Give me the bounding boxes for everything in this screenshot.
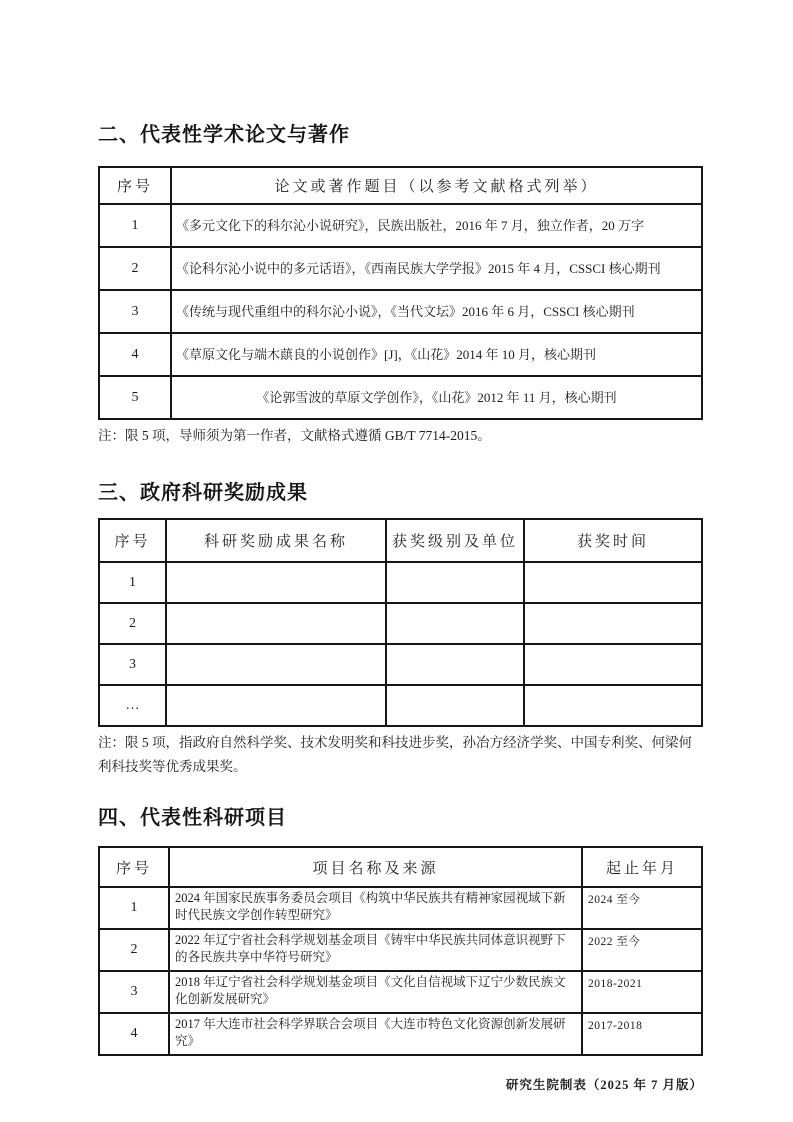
project-name: 2017 年大连市社会科学界联合会项目《大连市特色文化资源创新发展研究》 xyxy=(169,1013,582,1055)
row-number: … xyxy=(99,685,166,726)
award-level-cell xyxy=(386,562,524,603)
section-projects-title: 四、代表性科研项目 xyxy=(98,807,287,829)
table-row xyxy=(99,333,702,376)
section-projects xyxy=(98,801,703,1056)
papers-header-row xyxy=(99,167,702,204)
row-number: 3 xyxy=(99,290,171,333)
table-row xyxy=(99,562,702,603)
award-time-cell xyxy=(524,685,702,726)
paper-title: 《论科尔沁小说中的多元话语》，《西南民族大学学报》2015 年 4 月，CSSCI 核心期刊 xyxy=(171,247,702,290)
project-period: 2017-2018 xyxy=(582,1013,702,1055)
row-number: 1 xyxy=(99,887,169,929)
project-period: 2024 至今 xyxy=(582,887,702,929)
project-name: 2022 年辽宁省社会科学规划基金项目《铸牢中华民族共同体意识视野下的各民族共享中华符号研究》 xyxy=(169,929,582,971)
awards-col-no: 序号 xyxy=(99,519,166,562)
row-number: 4 xyxy=(99,1013,169,1055)
awards-note: 注：限 5 项，指政府自然科学奖、技术发明奖和科技进步奖，孙冶方经济学奖、中国专利奖、何梁何利科技奖等优秀成果奖。 xyxy=(98,735,692,774)
projects-table xyxy=(98,846,703,1056)
row-number: 3 xyxy=(99,644,166,685)
projects-col-period: 起止年月 xyxy=(582,847,702,887)
project-name: 2018 年辽宁省社会科学规划基金项目《文化自信视域下辽宁少数民族文化创新发展研究》 xyxy=(169,971,582,1013)
row-number: 5 xyxy=(99,376,171,419)
paper-title: 《传统与现代重组中的科尔沁小说》，《当代文坛》2016 年 6 月，CSSCI 核心期刊 xyxy=(171,290,702,333)
awards-table xyxy=(98,518,703,727)
section-papers xyxy=(98,118,703,448)
awards-col-level: 获奖级别及单位 xyxy=(386,519,524,562)
table-row xyxy=(99,247,702,290)
section-papers-title: 二、代表性学术论文与著作 xyxy=(98,124,350,146)
projects-col-no: 序号 xyxy=(99,847,169,887)
awards-header-row xyxy=(99,519,702,562)
project-period: 2018-2021 xyxy=(582,971,702,1013)
projects-header-row xyxy=(99,847,702,887)
section-awards-title: 三、政府科研奖励成果 xyxy=(98,482,308,504)
table-row xyxy=(99,1013,702,1055)
projects-col-name: 项目名称及来源 xyxy=(169,847,582,887)
row-number: 2 xyxy=(99,603,166,644)
papers-col-no: 序号 xyxy=(99,167,171,204)
table-row xyxy=(99,603,702,644)
awards-col-name: 科研奖励成果名称 xyxy=(166,519,386,562)
papers-table xyxy=(98,166,703,420)
row-number: 1 xyxy=(99,204,171,247)
table-row xyxy=(99,971,702,1013)
row-number: 2 xyxy=(99,247,171,290)
papers-col-title: 论文或著作题目（以参考文献格式列举） xyxy=(171,167,702,204)
table-row xyxy=(99,290,702,333)
award-time-cell xyxy=(524,603,702,644)
award-name-cell xyxy=(166,603,386,644)
award-name-cell xyxy=(166,644,386,685)
table-row xyxy=(99,376,702,419)
row-number: 2 xyxy=(99,929,169,971)
award-name-cell xyxy=(166,562,386,603)
project-period: 2022 至今 xyxy=(582,929,702,971)
award-time-cell xyxy=(524,562,702,603)
awards-col-time: 获奖时间 xyxy=(524,519,702,562)
section-awards xyxy=(98,476,703,779)
row-number: 3 xyxy=(99,971,169,1013)
project-name: 2024 年国家民族事务委员会项目《构筑中华民族共有精神家园视域下新时代民族文学创作转型研究》 xyxy=(169,887,582,929)
table-row xyxy=(99,929,702,971)
award-level-cell xyxy=(386,685,524,726)
table-row xyxy=(99,204,702,247)
table-row xyxy=(99,887,702,929)
award-name-cell xyxy=(166,685,386,726)
row-number: 4 xyxy=(99,333,171,376)
page-footer: 研究生院制表（2025 年 7 月版） xyxy=(505,1078,703,1092)
table-row xyxy=(99,685,702,726)
award-level-cell xyxy=(386,644,524,685)
papers-note: 注：限 5 项，导师须为第一作者，文献格式遵循 GB/T 7714-2015。 xyxy=(98,428,491,443)
table-row xyxy=(99,644,702,685)
award-level-cell xyxy=(386,603,524,644)
paper-title: 《论郭雪波的草原文学创作》，《山花》2012 年 11 月，核心期刊 xyxy=(171,376,702,419)
paper-title: 《草原文化与端木蕻良的小说创作》[J]，《山花》2014 年 10 月，核心期刊 xyxy=(171,333,702,376)
award-time-cell xyxy=(524,644,702,685)
paper-title: 《多元文化下的科尔沁小说研究》，民族出版社，2016 年 7 月，独立作者，20 万字 xyxy=(171,204,702,247)
row-number: 1 xyxy=(99,562,166,603)
